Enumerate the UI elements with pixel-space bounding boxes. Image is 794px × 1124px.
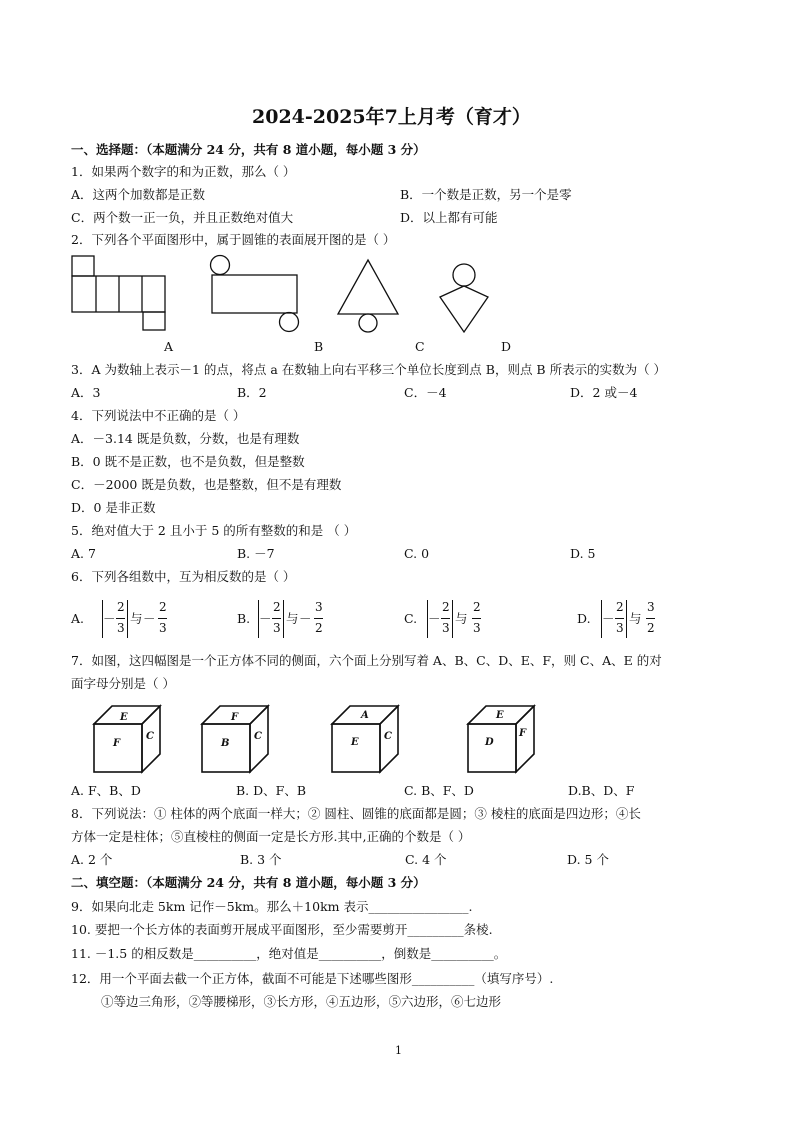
section-heading-choice: 一、选择题：（本题满分 24 分，共有 8 道小题，每小题 3 分） [71, 142, 426, 157]
q8-stem-line2: 方体一定是柱体；⑤直棱柱的侧面一定是长方形.其中,正确的个数是（ ） [71, 829, 471, 844]
q6-c-frac2-num: 2 [473, 600, 481, 614]
q6-c-frac2-den: 3 [473, 621, 481, 635]
q7-cube-3-front: E [351, 737, 359, 748]
q2-figure-c [336, 258, 416, 334]
q7-cube-1-top: E [120, 712, 128, 723]
q6-stem: 6．下列各组数中，互为相反数的是（ ） [71, 569, 296, 584]
q1-option-c: C．两个数一正一负，并且正数绝对值大 [71, 210, 294, 225]
q7-cube-1-front: F [113, 738, 121, 749]
q7-cube-4-top: E [496, 710, 504, 721]
q6-d-frac1-num: 2 [616, 600, 624, 614]
q8-stem-line1: 8．下列说法：① 柱体的两个底面一样大；② 圆柱、圆锥的底面都是圆；③ 棱柱的底面是四边形；④长 [71, 806, 641, 821]
q6-option-a-label: A. [71, 611, 85, 626]
q6-d-abs-right [626, 600, 627, 638]
q6-a-frac1-num: 2 [117, 600, 125, 614]
q8-option-b: B. 3 个 [240, 852, 282, 867]
q6-a-with: 与 [130, 611, 143, 626]
q6-b-with: 与 [286, 611, 299, 626]
q6-b-minus2: － [299, 611, 312, 626]
q7-stem-line2: 面字母分别是（ ） [71, 676, 175, 691]
q6-a-minus2: － [143, 611, 156, 626]
q6-option-d-label: D. [577, 611, 591, 626]
q6-a-frac1-den: 3 [117, 621, 125, 635]
q7-option-c: C. B、F、D [404, 783, 474, 798]
page-title: 2024-2025年7上月考（育才） [252, 106, 531, 128]
q1-option-b: B．一个数是正数，另一个是零 [400, 187, 572, 202]
q3-option-c: C．－4 [404, 385, 447, 400]
q6-a-abs-right [127, 600, 128, 638]
q7-cube-3-top: A [361, 710, 369, 721]
q10-text: 10. 要把一个长方体的表面剪开展成平面图形，至少需要剪开_________条棱. [71, 922, 493, 937]
q2-figure-a [72, 256, 172, 332]
q6-d-with: 与 [629, 611, 642, 626]
q5-option-b: B. －7 [237, 546, 275, 561]
q7-cube-4-side: F [519, 728, 527, 739]
q5-option-a: A. 7 [71, 546, 96, 561]
q3-stem: 3．A 为数轴上表示－1 的点，将点 a 在数轴上向右平移三个单位长度到点 B，则点 B 所表示的实数为（ ） [71, 362, 667, 377]
section-heading-fill: 二、填空题：（本题满分 24 分，共有 8 道小题，每小题 3 分） [71, 875, 426, 890]
q12-stem: 12．用一个平面去截一个正方体，截面不可能是下述哪些图形__________（填写序号）. [71, 971, 554, 986]
q7-cube-2-front: B [221, 738, 230, 749]
q8-option-d: D. 5 个 [567, 852, 609, 867]
q6-a-frac2-den: 3 [159, 621, 167, 635]
q5-option-c: C. 0 [404, 546, 430, 561]
q7-cube-3-side: C [384, 731, 392, 742]
q7-stem-line1: 7．如图，这四幅图是一个正方体不同的侧面，六个面上分别写着 A、B、C、D、E、F，则 C、A、E 的对 [71, 653, 662, 668]
q6-d-frac1-den: 3 [616, 621, 624, 635]
q1-option-d: D．以上都有可能 [400, 210, 498, 225]
q6-c-frac1-num: 2 [442, 600, 450, 614]
q7-cube-4-front: D [485, 737, 494, 748]
q4-option-d: D．0 是非正数 [71, 500, 156, 515]
q5-stem: 5．绝对值大于 2 且小于 5 的所有整数的和是 （ ） [71, 523, 357, 538]
q6-a-minus: － [103, 611, 116, 626]
q11-text: 11. －1.5 的相反数是__________，绝对值是__________，倒数是__________。 [71, 946, 507, 961]
q6-b-frac2-den: 2 [315, 621, 323, 635]
q3-option-a: A．3 [71, 385, 101, 400]
q3-option-b: B．2 [237, 385, 267, 400]
q6-option-b-label: B. [237, 611, 251, 626]
q6-c-abs-right [452, 600, 453, 638]
q4-option-b: B．0 既不是正数，也不是负数，但是整数 [71, 454, 305, 469]
q6-b-frac1-den: 3 [273, 621, 281, 635]
q7-cube-2-top: F [231, 712, 239, 723]
q2-label-d: D [501, 339, 512, 354]
q6-c-minus: － [428, 611, 441, 626]
q8-option-a: A. 2 个 [71, 852, 113, 867]
page-number: 1 [395, 1044, 402, 1057]
q7-cube-2-side: C [254, 731, 262, 742]
q6-d-frac2-num: 3 [647, 600, 655, 614]
q2-label-b: B [314, 339, 324, 354]
q6-c-frac1-den: 3 [442, 621, 450, 635]
q7-cube-1-side: C [146, 731, 154, 742]
q6-b-abs-right [283, 600, 284, 638]
q2-label-a: A [164, 339, 174, 354]
q4-stem: 4．下列说法中不正确的是（ ） [71, 408, 246, 423]
q5-option-d: D. 5 [570, 546, 596, 561]
q6-b-frac2-num: 3 [315, 600, 323, 614]
q6-c-with: 与 [455, 611, 468, 626]
q12-options: ①等边三角形，②等腰梯形，③长方形，④五边形，⑤六边形，⑥七边形 [101, 994, 502, 1009]
q3-option-d: D．2 或－4 [570, 385, 638, 400]
q8-option-c: C. 4 个 [405, 852, 447, 867]
q1-option-a: A．这两个加数都是正数 [71, 187, 206, 202]
q6-b-minus: － [259, 611, 272, 626]
q6-d-frac2-den: 2 [647, 621, 655, 635]
q4-option-a: A．－3.14 既是负数，分数，也是有理数 [71, 431, 300, 446]
q1-stem: 1．如果两个数字的和为正数，那么（ ） [71, 164, 296, 179]
q6-b-frac1-num: 2 [273, 600, 281, 614]
q2-figure-d [437, 262, 507, 338]
q7-option-a: A. F、B、D [71, 783, 141, 798]
q2-figure-b [209, 255, 304, 335]
q7-option-d: D.B、D、F [568, 783, 635, 798]
q6-d-minus: － [602, 611, 615, 626]
q6-a-frac2-num: 2 [159, 600, 167, 614]
q4-option-c: C．－2000 既是负数，也是整数，但不是有理数 [71, 477, 342, 492]
q2-label-c: C [415, 339, 425, 354]
q9-text: 9．如果向北走 5km 记作－5km。那么＋10km 表示________________. [71, 899, 473, 914]
q2-stem: 2．下列各个平面图形中，属于圆锥的表面展开图的是（ ） [71, 232, 396, 247]
q7-option-b: B. D、F、B [236, 783, 307, 798]
q6-option-c-label: C. [404, 611, 418, 626]
